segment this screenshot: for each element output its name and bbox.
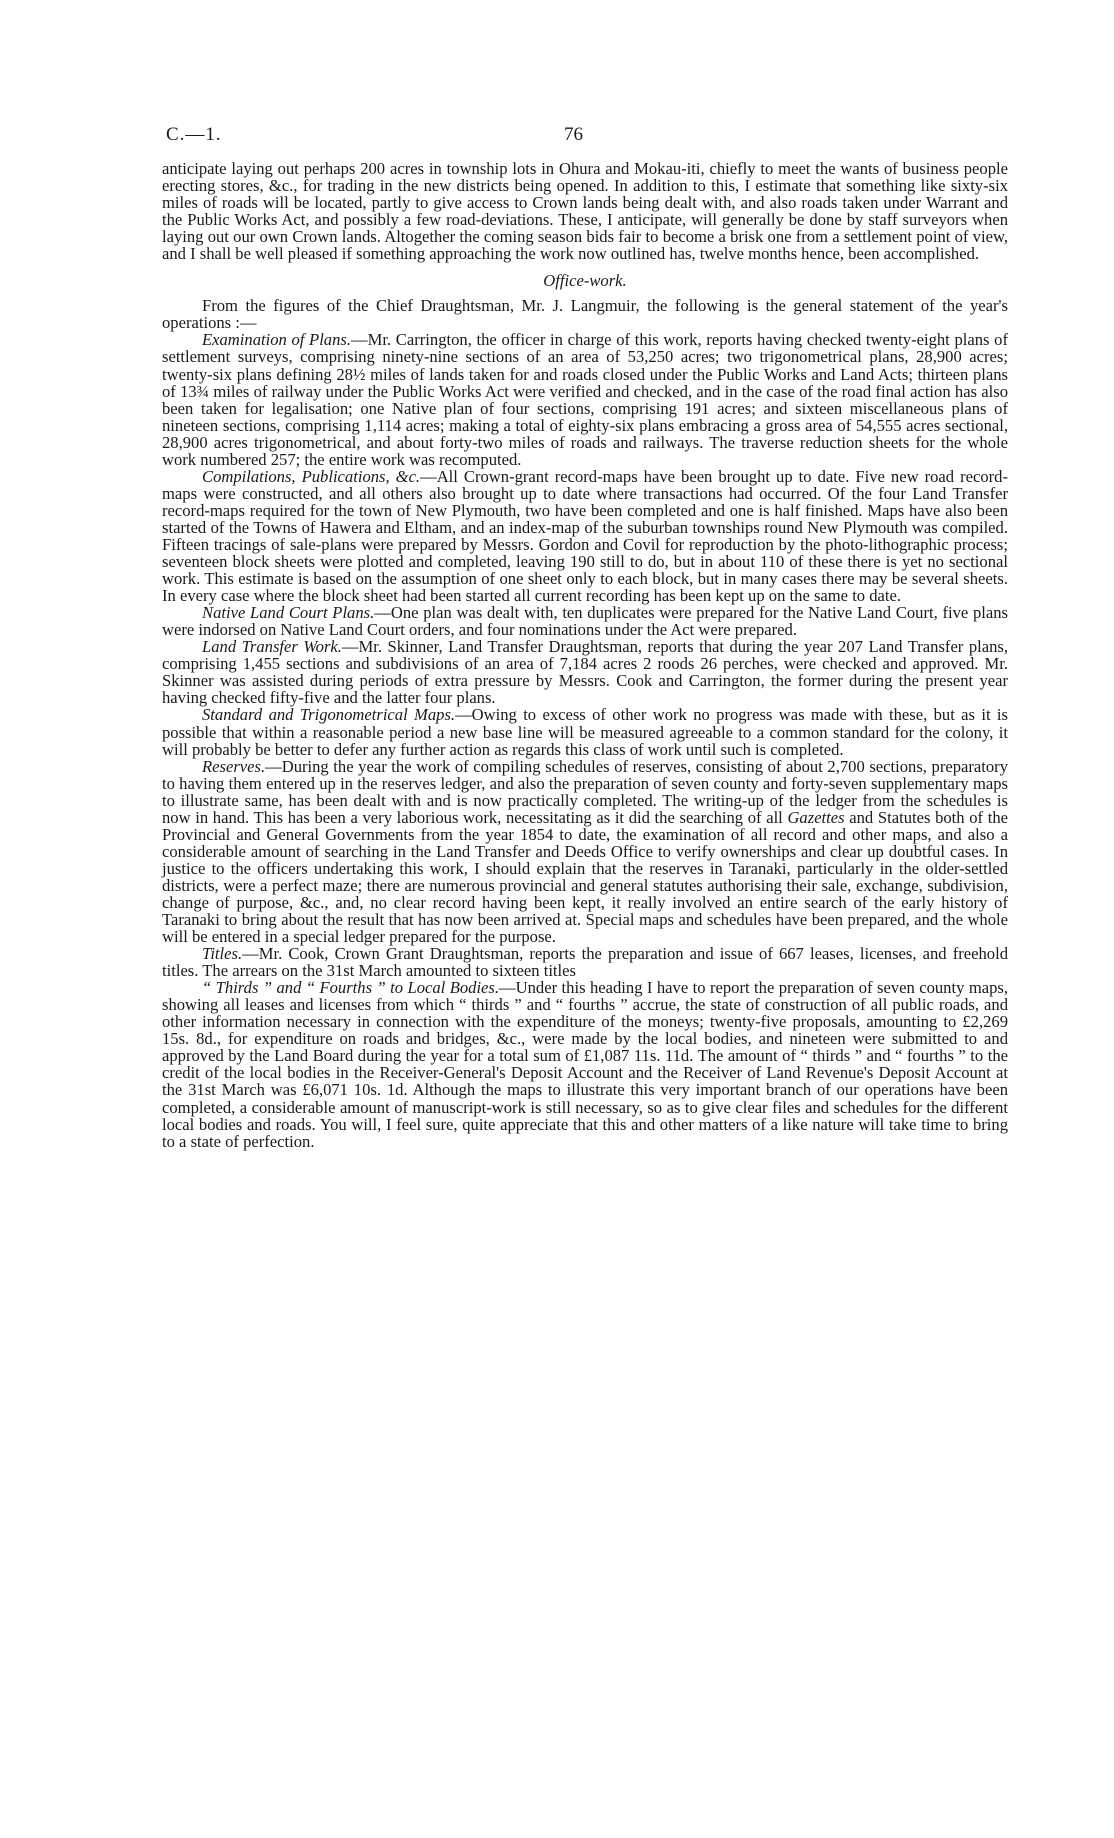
paragraph-land-transfer: Land Transfer Work.—Mr. Skinner, Land Transfer Draughtsman, reports that during the year 207 Land Transfer plans, comprising 1,455 sections and subdivisions of an area of 7,184 acres 2 roods 26 perches, were checked and approved. Mr. Skinner was assisted during periods of extra pressure by Messrs. Cook and Carrington, the former during the present year having checked fifty-five and the latter four plans. bbox=[162, 637, 1008, 708]
subheading-thirds-fourths: “ Thirds ” and “ Fourths ” to Local Bodies. bbox=[202, 978, 500, 998]
paragraph-compilations: Compilations, Publications, &c.—All Crown-grant record-maps have been brought up to date. Five new road record-maps were constructed, and all others also brought up to date where transactions had occurred. Of the four Land Transfer record-maps required for the town of New Plymouth, two have been completed and one is half finished. Maps have also been started of the Towns of Hawera and Eltham, and an index-map of the suburban townships round New Plymouth was compiled. Fifteen tracings of sale-plans were prepared by Messrs. Gordon and Covil for reproduction by the photo-lithographic process; seventeen block sheets were plotted and completed, leaving 190 still to do, but in about 110 of these there is yet no sectional work. This estimate is based on the assumption of one sheet only to each block, but in many cases there may be several sheets. In every case where the block sheet had been started all current recording has been kept up on the same to date. bbox=[162, 466, 1008, 606]
subheading-native-land-court: Native Land Court Plans. bbox=[202, 603, 375, 623]
paragraph-reserves: Reserves.—During the year the work of compiling schedules of reserves, consisting of about 2,700 sections, preparatory to having them entered up in the reserves ledger, and also the preparation of seven county and forty-seven supplementary maps to illustrate same, has been dealt with and is now practically completed. The writing-up of the ledger from the schedules is now in hand. This has been a very laborious work, necessitating as it did the searching of all Gazettes and Statutes both of the Provincial and General Governments from the year 1854 to date, the examination of all record and other maps, and also a considerable amount of searching in the Land Transfer and Deeds Office to verify ownerships and clear up doubtful cases. In justice to the officers undertaking this work, I should explain that the reserves in Taranaki, particularly in the older-settled districts, were a perfect maze; there are numerous provincial and general statutes authorising their sale, exchange, subdivision, change of purpose, &c., and, no clear record having been kept, it really involved an entire search of the early history of Taranaki to bring about the result that has now been arrived at. Special maps and schedules have been prepared, and the whole will be entered in a special ledger prepared for the purpose. bbox=[162, 756, 1008, 947]
subheading-land-transfer: Land Transfer Work. bbox=[202, 637, 342, 657]
subheading-compilations: Compilations, Publications, &c. bbox=[202, 466, 421, 486]
paragraph-titles: Titles.—Mr. Cook, Crown Grant Draughtsman, reports the preparation and issue of 667 leases, licenses, and freehold titles. The arrears on the 31st March amounted to sixteen titles bbox=[162, 944, 1008, 981]
document-page bbox=[162, 122, 1008, 1150]
body-text bbox=[162, 160, 1008, 1150]
page-number: 76 bbox=[564, 124, 583, 145]
paragraph-continuation: anticipate laying out perhaps 200 acres in township lots in Ohura and Mokau-iti, chiefly to meet the wants of business people erecting stores, &c., for trading in the new districts being opened. In addition to this, I estimate that something like sixty-six miles of roads will be located, partly to give access to Crown lands being dealt with, and also roads taken under Warrant and the Public Works Act, and possibly a few road-deviations. These, I anticipate, will generally be done by staff surveyors when laying out our own Crown lands. Altogether the coming season bids fair to become a brisk one from a settlement point of view, and I shall be well pleased if something approaching the work now outlined has, twelve months hence, been accomplished. bbox=[162, 159, 1008, 264]
subheading-standard-maps: Standard and Trigonometrical Maps. bbox=[202, 705, 456, 725]
paragraph-native-land-court: Native Land Court Plans.—One plan was dealt with, ten duplicates were prepared for the Native Land Court, five plans were indorsed on Native Land Court orders, and four nominations under the Act were prepared. bbox=[162, 603, 1008, 640]
subheading-examination-of-plans: Examination of Plans. bbox=[202, 330, 352, 350]
paragraph-examination-of-plans: Examination of Plans.—Mr. Carrington, the officer in charge of this work, reports having checked twenty-eight plans of settlement surveys, comprising ninety-nine sections of an area of 53,250 acres; two trigonometrical plans, 28,900 acres; twenty-six plans defining 28½ miles of lands taken for and roads closed under the Public Works and Land Acts; thirteen plans of 13¾ miles of railway under the Public Works Act were verified and checked, and in the case of the road final action has also been taken for legalisation; one Native plan of four sections, comprising 191 acres; and sixteen miscellaneous plans of nineteen sections, comprising 1,114 acres; making a total of eighty-six plans embracing a gross area of 54,555 acres sectional, 28,900 acres trigonometrical, and about forty-two miles of roads and railways. The traverse reduction sheets for the whole work numbered 257; the entire work was recomputed. bbox=[162, 330, 1008, 469]
document-code: C.—1. bbox=[166, 124, 222, 145]
page-header bbox=[162, 122, 1008, 152]
subheading-reserves: Reserves. bbox=[202, 756, 266, 776]
paragraph-intro: From the figures of the Chief Draughtsman, Mr. J. Langmuir, the following is the general statement of the year's operations :— bbox=[162, 296, 1008, 333]
gazettes-italic: Gazettes bbox=[787, 807, 845, 827]
section-heading-office-work: Office-work. bbox=[543, 271, 627, 291]
paragraph-standard-maps: Standard and Trigonometrical Maps.—Owing to excess of other work no progress was made with these, but as it is possible that within a reasonable period a new base line will be measured agreeable to a common standard for the colony, it will probably be better to defer any further action as regards this class of work until such is completed. bbox=[162, 705, 1008, 759]
paragraph-thirds-fourths: “ Thirds ” and “ Fourths ” to Local Bodies.—Under this heading I have to report the preparation of seven county maps, showing all leases and licenses from which “ thirds ” and “ fourths ” accrue, the state of construction of all public roads, and other information necessary in connection with the expenditure of the moneys; twenty-five proposals, amounting to £2,269 15s. 8d., for expenditure on roads and bridges, &c., were made by the local bodies, and nineteen were submitted to and approved by the Land Board during the year for a total sum of £1,087 11s. 11d. The amount of “ thirds ” and “ fourths ” to the credit of the local bodies in the Receiver-General's Deposit Account and the Receiver of Land Revenue's Deposit Account at the 31st March was £6,071 10s. 1d. Although the maps to illustrate this very important branch of our operations have been completed, a considerable amount of manuscript-work is still necessary, so as to give clear files and schedules for the different local bodies and roads. You will, I feel sure, quite appreciate that this and other matters of a like nature will take time to bring to a state of perfection. bbox=[162, 978, 1008, 1151]
subheading-titles: Titles. bbox=[202, 944, 243, 964]
